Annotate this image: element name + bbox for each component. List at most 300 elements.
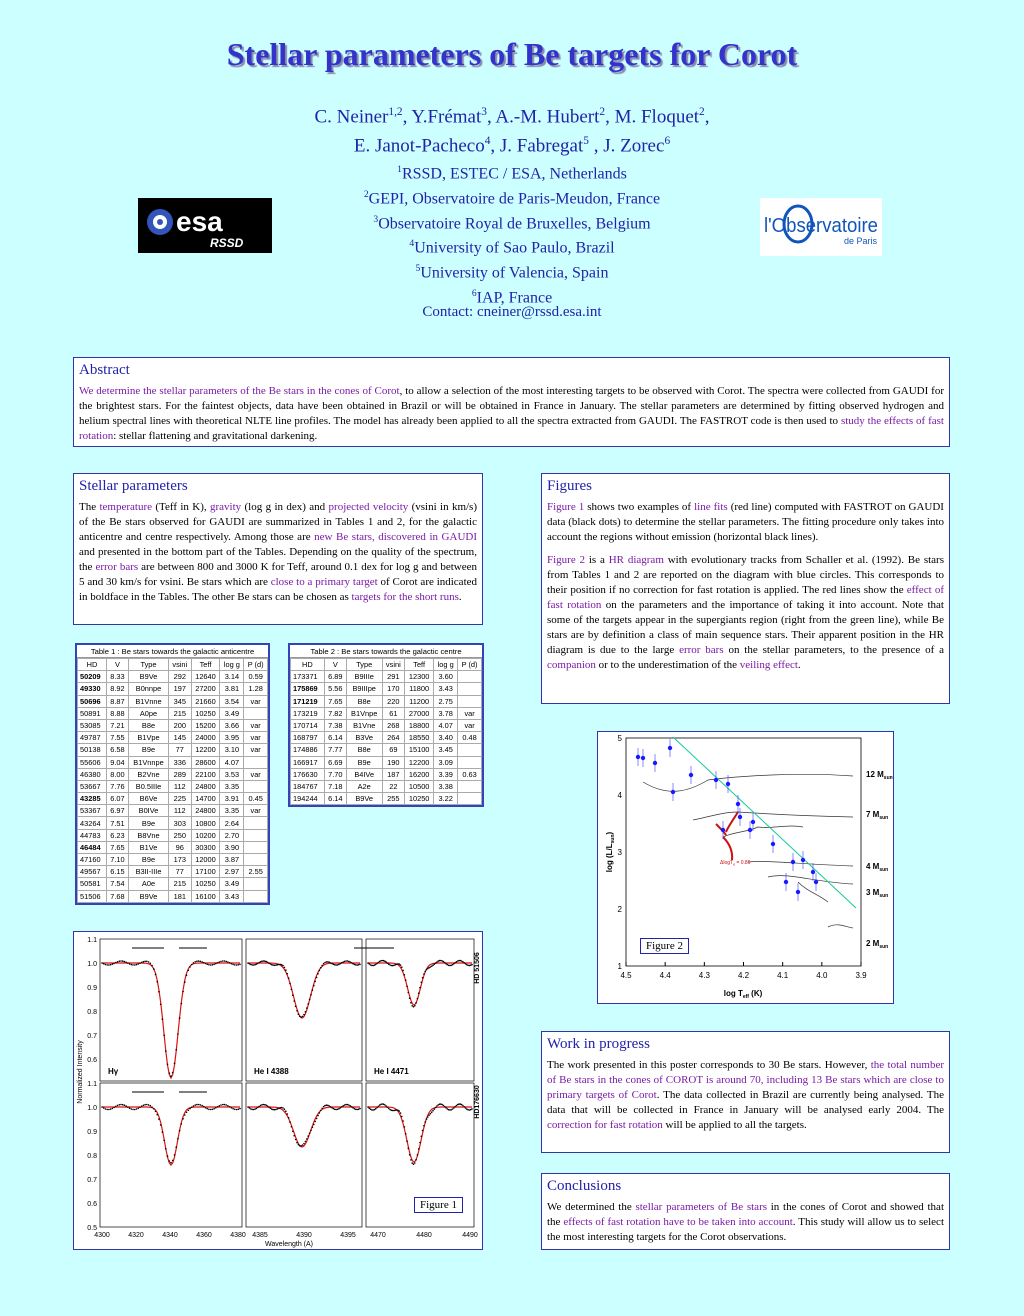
- table-cell: [458, 756, 482, 768]
- observed-data-point: [268, 1106, 270, 1108]
- table-cell: 0.45: [244, 793, 268, 805]
- observed-data-point: [453, 963, 455, 965]
- observed-data-point: [327, 1105, 329, 1107]
- observed-data-point: [253, 1109, 255, 1111]
- observed-data-point: [186, 1112, 188, 1114]
- author-line-2: [0, 129, 1024, 158]
- observed-data-point: [409, 997, 411, 999]
- observed-data-point: [278, 964, 280, 966]
- table-cell: 6.14: [324, 732, 346, 744]
- table-cell: 43285: [78, 793, 107, 805]
- table-cell: [458, 744, 482, 756]
- observed-data-point: [206, 1108, 208, 1110]
- observed-data-point: [288, 1117, 290, 1119]
- observed-data-point: [326, 1104, 328, 1106]
- observed-data-point: [463, 1106, 465, 1108]
- observed-data-point: [146, 1104, 148, 1106]
- figures-heading: Figures: [547, 478, 592, 494]
- observed-data-point: [347, 960, 349, 962]
- observed-data-point: [132, 964, 134, 966]
- observed-data-point: [456, 1105, 458, 1107]
- observed-data-point: [160, 1124, 162, 1126]
- author-name: Y.Frémat: [411, 106, 482, 128]
- observed-data-point: [443, 1105, 445, 1107]
- observed-data-point: [426, 1118, 428, 1120]
- table-cell: 0.63: [458, 768, 482, 780]
- hr-xtick-label: 3.9: [855, 971, 867, 980]
- observed-data-point: [461, 1104, 463, 1106]
- observed-data-point: [113, 1107, 115, 1109]
- hr-star-point: [668, 746, 672, 750]
- table-cell: [458, 780, 482, 792]
- figures-panel: [541, 473, 950, 704]
- observed-data-point: [129, 963, 131, 965]
- table-cell: 6.15: [106, 866, 128, 878]
- observed-data-point: [340, 1107, 342, 1109]
- observed-data-point: [182, 991, 184, 993]
- observed-data-point: [454, 1106, 456, 1108]
- observed-data-point: [344, 961, 346, 963]
- line-fit-ytick: 0.5: [87, 1225, 97, 1232]
- affiliation-sup: 4: [409, 238, 415, 250]
- table-cell: B9Ve: [128, 890, 168, 902]
- hr-xtick-label: 4.4: [659, 971, 671, 980]
- observed-data-point: [406, 986, 408, 988]
- table-cell: 3.40: [434, 732, 458, 744]
- observed-data-point: [410, 1002, 412, 1004]
- obs-logo-sub: de Paris: [844, 236, 878, 246]
- hr-star-point: [811, 870, 815, 874]
- observed-data-point: [224, 960, 226, 962]
- line-fit-ytick: 0.6: [87, 1057, 97, 1064]
- table-cell: B4IVe: [346, 768, 382, 780]
- observed-data-point: [234, 1109, 236, 1111]
- table-cell: 14700: [191, 793, 220, 805]
- table-cell: 4.07: [220, 756, 244, 768]
- observed-data-point: [115, 962, 117, 964]
- observed-data-point: [256, 963, 258, 965]
- observed-data-point: [471, 1108, 473, 1110]
- observed-data-point: [285, 1110, 287, 1112]
- table-cell: 225: [169, 793, 191, 805]
- observed-data-point: [253, 964, 255, 966]
- observed-data-point: [424, 1121, 426, 1123]
- table-cell: B8e: [128, 719, 168, 731]
- observed-data-point: [257, 963, 259, 965]
- table-cell: 303: [169, 817, 191, 829]
- table-cell: 50696: [78, 695, 107, 707]
- table-cell: 11200: [405, 695, 434, 707]
- observed-data-point: [352, 963, 354, 965]
- observed-data-point: [254, 1108, 256, 1110]
- observed-data-point: [153, 1108, 155, 1110]
- affiliation: [0, 160, 1024, 185]
- table-row: [78, 719, 268, 731]
- table-cell: B9e: [128, 854, 168, 866]
- table-cell: 176630: [291, 768, 325, 780]
- table-cell: 5.56: [324, 683, 346, 695]
- table-cell: B9e: [346, 756, 382, 768]
- table-cell: [244, 878, 268, 890]
- obs-logo-text: l'Observatoire: [764, 215, 878, 237]
- observed-data-point: [384, 960, 386, 962]
- observed-data-point: [170, 1162, 172, 1164]
- observed-data-point: [219, 961, 221, 963]
- line-fit-xtick: 4395: [340, 1232, 356, 1239]
- observed-data-point: [179, 1017, 181, 1019]
- table-row: [291, 671, 482, 683]
- observed-data-point: [231, 1107, 233, 1109]
- observed-data-point: [267, 1105, 269, 1107]
- observed-data-point: [349, 961, 351, 963]
- observed-data-point: [279, 964, 281, 966]
- table-cell: 28600: [191, 756, 220, 768]
- affiliation: [0, 259, 1024, 284]
- observed-data-point: [205, 1107, 207, 1109]
- table-cell: 3.78: [434, 707, 458, 719]
- observed-data-point: [316, 977, 318, 979]
- track-2msun: [828, 925, 853, 928]
- observed-data-point: [234, 964, 236, 966]
- table-cell: 24800: [191, 780, 220, 792]
- observed-data-point: [334, 1109, 336, 1111]
- observed-data-point: [291, 1126, 293, 1128]
- hr-xtick-label: 4.1: [777, 971, 789, 980]
- observed-data-point: [254, 964, 256, 966]
- table-cell: 3.09: [434, 756, 458, 768]
- model-fit-line: [248, 1107, 360, 1147]
- observed-data-point: [428, 1114, 430, 1116]
- table-cell: B8e: [346, 695, 382, 707]
- observed-data-point: [174, 1154, 176, 1156]
- observed-data-point: [213, 1108, 215, 1110]
- highlight: targets for the short runs: [351, 591, 459, 603]
- observed-data-point: [282, 1107, 284, 1109]
- observed-data-point: [274, 1109, 276, 1111]
- table-cell: 22100: [191, 768, 220, 780]
- observed-data-point: [328, 961, 330, 963]
- observed-data-point: [189, 1108, 191, 1110]
- table-cell: 10500: [405, 780, 434, 792]
- observed-data-point: [277, 964, 279, 966]
- text: (vsini in km/s) of the Be stars observed for GAUDI are summarized in Tables 1 and 2, for the galactic anticentre and centre respectively. Among those are: [79, 501, 477, 543]
- observed-data-point: [124, 1104, 126, 1106]
- line-fit-xtick: 4340: [162, 1232, 178, 1239]
- table-cell: 3.35: [220, 805, 244, 817]
- hr-star-point: [801, 858, 805, 862]
- observed-data-point: [348, 1104, 350, 1106]
- table-cell: 3.49: [220, 878, 244, 890]
- observed-data-point: [285, 969, 287, 971]
- observed-data-point: [411, 1005, 413, 1007]
- table-cell: var: [244, 732, 268, 744]
- table-cell: var: [244, 805, 268, 817]
- observed-data-point: [317, 1115, 319, 1117]
- observed-data-point: [436, 1105, 438, 1107]
- author-name: A.-M. Hubert: [495, 106, 600, 128]
- table-cell: B9Ve: [346, 793, 382, 805]
- table-cell: var: [244, 768, 268, 780]
- observed-data-point: [117, 961, 119, 963]
- observed-data-point: [408, 1148, 410, 1150]
- observed-data-point: [378, 1106, 380, 1108]
- observed-data-point: [148, 1104, 150, 1106]
- observed-data-point: [309, 999, 311, 1001]
- observed-data-point: [201, 1105, 203, 1107]
- observed-data-point: [320, 1110, 322, 1112]
- conclusions-text: [547, 1200, 944, 1245]
- observed-data-point: [220, 961, 222, 963]
- observed-data-point: [423, 1125, 425, 1127]
- table-cell: 7.65: [324, 695, 346, 707]
- table2-header: vsini: [382, 659, 405, 671]
- abstract-panel: [73, 357, 950, 447]
- table-cell: 166917: [291, 756, 325, 768]
- observed-data-point: [250, 964, 252, 966]
- table-cell: var: [244, 719, 268, 731]
- observed-data-point: [435, 1107, 437, 1109]
- observed-data-point: [212, 964, 214, 966]
- line-fit-ytick: 0.8: [87, 1009, 97, 1016]
- observed-data-point: [321, 965, 323, 967]
- observed-data-point: [434, 963, 436, 965]
- table-cell: B1Vnpe: [346, 707, 382, 719]
- table-1-grid: [77, 645, 268, 903]
- observed-data-point: [247, 962, 249, 964]
- observed-data-point: [239, 1108, 241, 1110]
- highlight: companion: [547, 659, 596, 671]
- observed-data-point: [289, 983, 291, 985]
- observed-data-point: [129, 1107, 131, 1109]
- observed-data-point: [302, 1144, 304, 1146]
- affiliation-text: Observatoire Royal de Bruxelles, Belgium: [378, 214, 651, 232]
- table-cell: 10250: [191, 707, 220, 719]
- line-label-he4471: He I 4471: [374, 1067, 409, 1076]
- observed-data-point: [275, 1109, 277, 1111]
- table-cell: 7.70: [324, 768, 346, 780]
- table-cell: 175869: [291, 683, 325, 695]
- observed-data-point: [105, 1108, 107, 1110]
- highlight: Figure 1: [547, 501, 585, 513]
- observed-data-point: [134, 964, 136, 966]
- observed-data-point: [101, 1106, 103, 1108]
- observed-data-point: [417, 998, 419, 1000]
- observed-data-point: [333, 1108, 335, 1110]
- table-row: [291, 732, 482, 744]
- table2-header: HD: [291, 659, 325, 671]
- observed-data-point: [284, 1108, 286, 1110]
- table2-header: log g: [434, 659, 458, 671]
- highlight: effect of fast rotation: [547, 584, 944, 611]
- supergiant-boundary-line: [673, 737, 856, 908]
- observed-data-point: [436, 961, 438, 963]
- figure-1-ylabel: Normalized Intensity: [77, 1040, 84, 1104]
- table-cell: 7.55: [106, 732, 128, 744]
- observed-data-point: [313, 1124, 315, 1126]
- observed-data-point: [210, 1109, 212, 1111]
- observed-data-point: [101, 962, 103, 964]
- observed-data-point: [125, 962, 127, 964]
- observed-data-point: [264, 1104, 266, 1106]
- observed-data-point: [415, 1159, 417, 1161]
- table-2-grid: [290, 645, 482, 805]
- hr-xlabel: $\log T_{eff}$ (K): [723, 989, 763, 1000]
- conclusions-heading: Conclusions: [547, 1178, 622, 1194]
- observed-data-point: [169, 1072, 171, 1074]
- table-cell: 7.76: [106, 780, 128, 792]
- table-cell: 112: [169, 805, 191, 817]
- observed-data-point: [288, 977, 290, 979]
- observed-data-point: [260, 961, 262, 963]
- text: and presented in the bottom part of the Tables. Depending on the quality of the spectrum, the: [79, 546, 477, 573]
- hr-star-point: [791, 860, 795, 864]
- figure-2-hr-diagram: [597, 731, 894, 1004]
- table-cell: 47160: [78, 854, 107, 866]
- table-cell: 3.81: [220, 683, 244, 695]
- table-cell: 10800: [191, 817, 220, 829]
- observed-data-point: [430, 1113, 432, 1115]
- table-cell: B3Ve: [346, 732, 382, 744]
- text: (red line) computed with FASTROT on GAUDI data (black dots) to determine the stellar parameters. The fitting procedure only takes into account the regions without emission (horizontal black lines).: [547, 501, 944, 543]
- table-cell: 21660: [191, 695, 220, 707]
- observed-data-point: [110, 964, 112, 966]
- observed-data-point: [402, 1120, 404, 1122]
- observed-data-point: [431, 1111, 433, 1113]
- table-cell: 49567: [78, 866, 107, 878]
- table-cell: 255: [382, 793, 405, 805]
- poster-title: Stellar parameters of Be targets for Corot: [226, 36, 798, 72]
- highlight: study the effects of fast rotation: [79, 415, 944, 442]
- observed-data-point: [167, 1064, 169, 1066]
- table-cell: 46380: [78, 768, 107, 780]
- observed-data-point: [413, 1006, 415, 1008]
- table-2: [288, 643, 484, 807]
- table-row: [78, 878, 268, 890]
- table-cell: 220: [382, 695, 405, 707]
- observed-data-point: [106, 1109, 108, 1111]
- track-7msun: [693, 812, 853, 820]
- observed-data-point: [265, 961, 267, 963]
- observed-data-point: [378, 962, 380, 964]
- observed-data-point: [432, 1110, 434, 1112]
- observed-data-point: [306, 1007, 308, 1009]
- observed-data-point: [423, 973, 425, 975]
- observed-data-point: [205, 963, 207, 965]
- table-cell: 8.87: [106, 695, 128, 707]
- table-row: [78, 683, 268, 695]
- observed-data-point: [108, 1109, 110, 1111]
- observed-data-point: [215, 963, 217, 965]
- observed-data-point: [193, 1105, 195, 1107]
- observed-data-point: [434, 1108, 436, 1110]
- highlight: Figure 2: [547, 554, 586, 566]
- hr-star-point: [641, 756, 645, 760]
- table-cell: 1.28: [244, 683, 268, 695]
- author-list: [0, 100, 1024, 159]
- observed-data-point: [258, 962, 260, 964]
- observed-data-point: [122, 1104, 124, 1106]
- table-cell: 3.38: [434, 780, 458, 792]
- observed-data-point: [296, 1142, 298, 1144]
- observed-data-point: [375, 964, 377, 966]
- observed-data-point: [307, 1135, 309, 1137]
- observed-data-point: [419, 987, 421, 989]
- author-name: C. Neiner: [314, 106, 389, 128]
- observed-data-point: [452, 1108, 454, 1110]
- observed-data-point: [136, 964, 138, 966]
- table-cell: B1Vnnpe: [128, 756, 168, 768]
- text: .: [797, 659, 801, 671]
- observed-data-point: [155, 974, 157, 976]
- observed-data-point: [314, 1121, 316, 1123]
- table-cell: 50581: [78, 878, 107, 890]
- table-cell: B9IIIe: [346, 671, 382, 683]
- table-cell: 3.43: [220, 890, 244, 902]
- observed-data-point: [194, 961, 196, 963]
- table-row: [291, 707, 482, 719]
- observed-data-point: [158, 991, 160, 993]
- hr-ytick-label: 1: [617, 962, 622, 971]
- table-cell: 44783: [78, 829, 107, 841]
- table2-header: Teff: [405, 659, 434, 671]
- line-fit-xtick: 4380: [230, 1232, 246, 1239]
- observed-data-point: [341, 1106, 343, 1108]
- observed-data-point: [119, 1104, 121, 1106]
- table-cell: 50209: [78, 671, 107, 683]
- hr-ytick-label: 3: [617, 848, 622, 857]
- table-row: [78, 768, 268, 780]
- text: , to allow a selection of the most interesting targets to be observed with Corot. The spectra were collected from GAUDI for the brightest stars. For the faintest objects, data have been obtained in Brazil or will be obtained in France in January. The stellar parameters are determined by fitting observed hydrogen and helium spectral lines with theoretical NLTE line profiles. The model has already been applied to all the spectra extracted from GAUDI. The FASTROT code is then used to: [79, 385, 944, 427]
- table-cell: [458, 683, 482, 695]
- observed-data-point: [172, 1072, 174, 1074]
- table-cell: 3.14: [220, 671, 244, 683]
- author-name: J. Zorec: [603, 135, 665, 157]
- observed-data-point: [184, 1114, 186, 1116]
- table1-header: V: [106, 659, 128, 671]
- observed-data-point: [300, 1016, 302, 1018]
- observed-data-point: [158, 1118, 160, 1120]
- observed-data-point: [414, 1005, 416, 1007]
- observed-data-point: [222, 1104, 224, 1106]
- observed-data-point: [342, 1105, 344, 1107]
- table-cell: 69: [382, 744, 405, 756]
- observed-data-point: [271, 1108, 273, 1110]
- observed-data-point: [186, 974, 188, 976]
- table-cell: 46484: [78, 841, 107, 853]
- table-cell: [458, 793, 482, 805]
- observed-data-point: [169, 1160, 171, 1162]
- observed-data-point: [418, 992, 420, 994]
- observed-data-point: [452, 964, 454, 966]
- observed-data-point: [443, 961, 445, 963]
- table-cell: var: [244, 695, 268, 707]
- observed-data-point: [217, 962, 219, 964]
- observed-data-point: [137, 1108, 139, 1110]
- table-cell: 8.88: [106, 707, 128, 719]
- table-cell: 12200: [405, 756, 434, 768]
- observed-data-point: [146, 961, 148, 963]
- contact-email[interactable]: Contact: cneiner@rssd.esa.int: [422, 304, 602, 320]
- observed-data-point: [356, 1109, 358, 1111]
- observed-data-point: [150, 963, 152, 965]
- table-cell: [244, 756, 268, 768]
- table-cell: 173: [169, 854, 191, 866]
- table-row: [78, 793, 268, 805]
- observed-data-point: [355, 1109, 357, 1111]
- observed-data-point: [275, 964, 277, 966]
- star-label-hd51506: HD 51506: [474, 952, 481, 984]
- table-row: [78, 817, 268, 829]
